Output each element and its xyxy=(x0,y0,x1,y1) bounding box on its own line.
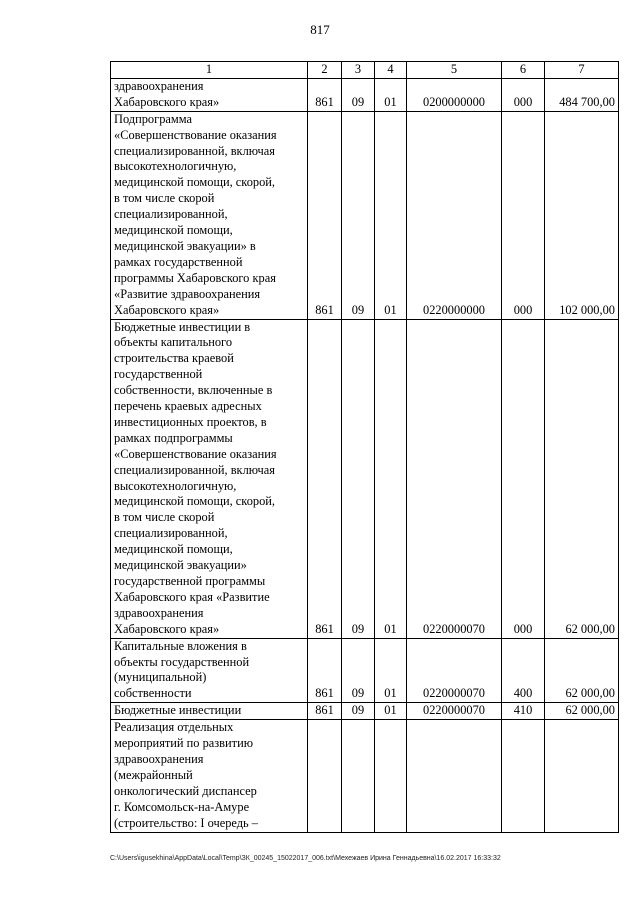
description-line: инвестиционных проектов, в xyxy=(114,414,267,429)
section-code: 09 xyxy=(342,78,375,111)
target-article-code xyxy=(407,720,502,832)
target-article-code: 0220000070 xyxy=(407,319,502,638)
description-line: собственности, включенные в xyxy=(114,383,273,398)
expense-type-code: 000 xyxy=(502,111,545,319)
subsection-code xyxy=(375,720,407,832)
row-description xyxy=(111,703,308,720)
amount: 62 000,00 xyxy=(545,638,619,703)
section-code xyxy=(342,720,375,832)
table-row xyxy=(111,703,619,720)
expense-type-code xyxy=(502,720,545,832)
description-line: (строительство: I очередь – xyxy=(114,815,258,830)
header-row xyxy=(111,62,619,79)
description-line: «Совершенствование оказания xyxy=(114,446,277,461)
description-line: здравоохранения xyxy=(114,605,204,620)
description-line: строительства краевой xyxy=(114,351,234,366)
header-col-4: 4 xyxy=(375,62,407,79)
subsection-code: 01 xyxy=(375,319,407,638)
section-code: 09 xyxy=(342,319,375,638)
description-line: рамках государственной xyxy=(114,254,243,269)
description-line: медицинской помощи, xyxy=(114,542,233,557)
subsection-code: 01 xyxy=(375,638,407,703)
table-row xyxy=(111,720,619,832)
page-number: 817 xyxy=(310,22,330,37)
description-line: в том числе скорой xyxy=(114,191,215,206)
description-line: медицинской помощи, скорой, xyxy=(114,175,276,190)
description-line: медицинской эвакуации» xyxy=(114,558,247,573)
expense-type-code: 000 xyxy=(502,78,545,111)
description-line: онкологический диспансер xyxy=(114,783,257,798)
description-line: Капитальные вложения в xyxy=(114,638,247,653)
section-code: 09 xyxy=(342,111,375,319)
ministry-code xyxy=(308,720,342,832)
description-line: Хабаровского края» xyxy=(114,302,220,317)
table-row xyxy=(111,319,619,638)
description-line: специализированной, включая xyxy=(114,462,275,477)
table-row xyxy=(111,111,619,319)
subsection-code: 01 xyxy=(375,111,407,319)
section-code: 09 xyxy=(342,703,375,720)
description-line: программы Хабаровского края xyxy=(114,270,276,285)
file-path-footer: C:\Users\igusekhina\AppData\Local\Temp\ЗК_00245_15022017_006.txt\Мехежаев Ирина Геннадьевна\16.02.2017 16:33:32 xyxy=(110,855,501,862)
description-line: (муниципальной) xyxy=(114,670,207,685)
header-col-3: 3 xyxy=(342,62,375,79)
header-col-2: 2 xyxy=(308,62,342,79)
description-line: г. Комсомольск-на-Амуре xyxy=(114,799,250,814)
subsection-code: 01 xyxy=(375,78,407,111)
target-article-code: 0200000000 xyxy=(407,78,502,111)
row-description xyxy=(111,111,308,319)
description-line: медицинской эвакуации» в xyxy=(114,238,256,253)
description-line: собственности xyxy=(114,686,192,701)
description-line: Бюджетные инвестиции xyxy=(114,703,242,718)
description-line: Подпрограмма xyxy=(114,111,192,126)
budget-table xyxy=(110,61,619,833)
ministry-code: 861 xyxy=(308,319,342,638)
description-line: специализированной, xyxy=(114,526,228,541)
description-line: «Совершенствование оказания xyxy=(114,127,277,142)
amount xyxy=(545,720,619,832)
description-line: рамках подпрограммы xyxy=(114,430,233,445)
description-line: в том числе скорой xyxy=(114,510,215,525)
target-article-code: 0220000000 xyxy=(407,111,502,319)
expense-type-code: 400 xyxy=(502,638,545,703)
header-col-6: 6 xyxy=(502,62,545,79)
ministry-code: 861 xyxy=(308,638,342,703)
description-line: Реализация отдельных xyxy=(114,720,234,735)
description-line: специализированной, xyxy=(114,207,228,222)
description-line: здравоохранения xyxy=(114,78,204,93)
description-line: объекты капитального xyxy=(114,335,233,350)
description-line: здравоохранения xyxy=(114,751,204,766)
ministry-code: 861 xyxy=(308,703,342,720)
ministry-code: 861 xyxy=(308,78,342,111)
description-line: Хабаровского края «Развитие xyxy=(114,589,270,604)
description-line: государственной программы xyxy=(114,574,266,588)
amount: 102 000,00 xyxy=(545,111,619,319)
section-code: 09 xyxy=(342,638,375,703)
target-article-code: 0220000070 xyxy=(407,703,502,720)
row-description xyxy=(111,720,308,832)
row-description xyxy=(111,638,308,703)
description-line: медицинской помощи, скорой, xyxy=(114,494,276,509)
table-row xyxy=(111,638,619,703)
amount: 62 000,00 xyxy=(545,319,619,638)
description-line: «Развитие здравоохранения xyxy=(114,286,261,301)
amount: 484 700,00 xyxy=(545,78,619,111)
description-line: Хабаровского края» xyxy=(114,94,220,109)
description-line: мероприятий по развитию xyxy=(114,736,253,751)
table-row xyxy=(111,78,619,111)
description-line: Бюджетные инвестиции в xyxy=(114,319,251,334)
target-article-code: 0220000070 xyxy=(407,638,502,703)
header-col-7: 7 xyxy=(545,62,619,79)
expense-type-code: 000 xyxy=(502,319,545,638)
header-col-1: 1 xyxy=(111,62,308,79)
description-line: высокотехнологичную, xyxy=(114,159,237,174)
header-col-5: 5 xyxy=(407,62,502,79)
amount: 62 000,00 xyxy=(545,703,619,720)
description-line: государственной xyxy=(114,367,203,382)
row-description xyxy=(111,78,308,111)
expense-type-code: 410 xyxy=(502,703,545,720)
row-description xyxy=(111,319,308,638)
description-line: перечень краевых адресных xyxy=(114,399,262,414)
subsection-code: 01 xyxy=(375,703,407,720)
description-line: объекты государственной xyxy=(114,654,250,669)
description-line: медицинской помощи, xyxy=(114,223,233,238)
ministry-code: 861 xyxy=(308,111,342,319)
description-line: (межрайонный xyxy=(114,767,193,782)
description-line: Хабаровского края» xyxy=(114,621,220,636)
description-line: специализированной, включая xyxy=(114,143,275,158)
description-line: высокотехнологичную, xyxy=(114,478,237,493)
